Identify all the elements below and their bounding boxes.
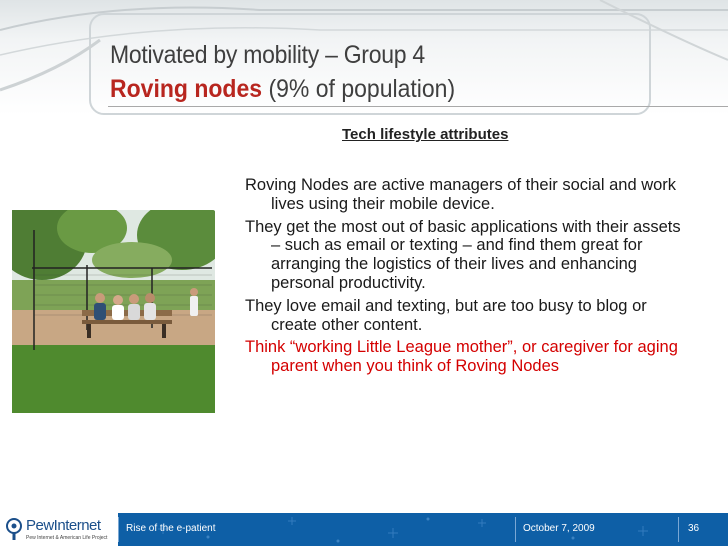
bullet-item: Roving Nodes are active managers of their social and work lives using their mobile device.: [245, 176, 677, 213]
bullet-item-highlight: Think “working Little League mother”, or caregiver for aging parent when you think of Roving Nodes: [245, 338, 678, 376]
pew-logo-icon: [5, 518, 23, 540]
park-bench-photo: [12, 210, 215, 413]
title-line-2-rest: (9% of population): [262, 75, 456, 103]
footer-logo-area: [0, 513, 118, 546]
footer-divider: [118, 517, 119, 542]
logo-text: PewInternet: [26, 517, 101, 534]
title-line-2: [110, 72, 662, 106]
bullet-item: They love email and texting, but are too busy to blog or create other content.: [245, 296, 647, 334]
bullet-list: [245, 176, 685, 380]
footer-divider: [678, 517, 679, 542]
presentation-title: Rise of the e-patient: [126, 523, 216, 534]
title-divider: [108, 106, 728, 107]
title-line-1: Motivated by mobility – Group 4: [110, 41, 425, 69]
slide-title: [110, 38, 710, 106]
logo-subtext: Pew Internet & American Life Project: [26, 535, 108, 541]
presentation-date: October 7, 2009: [523, 523, 595, 534]
page-number: 36: [688, 523, 700, 534]
title-emphasis: Roving nodes: [110, 75, 263, 103]
section-subtitle: Tech lifestyle attributes: [342, 126, 509, 143]
footer-divider: [515, 517, 516, 542]
bullet-item: They get the most out of basic applications with their assets – such as email or texting – and find them great for arranging the logistics of their lives and enhancing personal productivity.: [245, 217, 681, 292]
footer-bar: [0, 513, 728, 546]
